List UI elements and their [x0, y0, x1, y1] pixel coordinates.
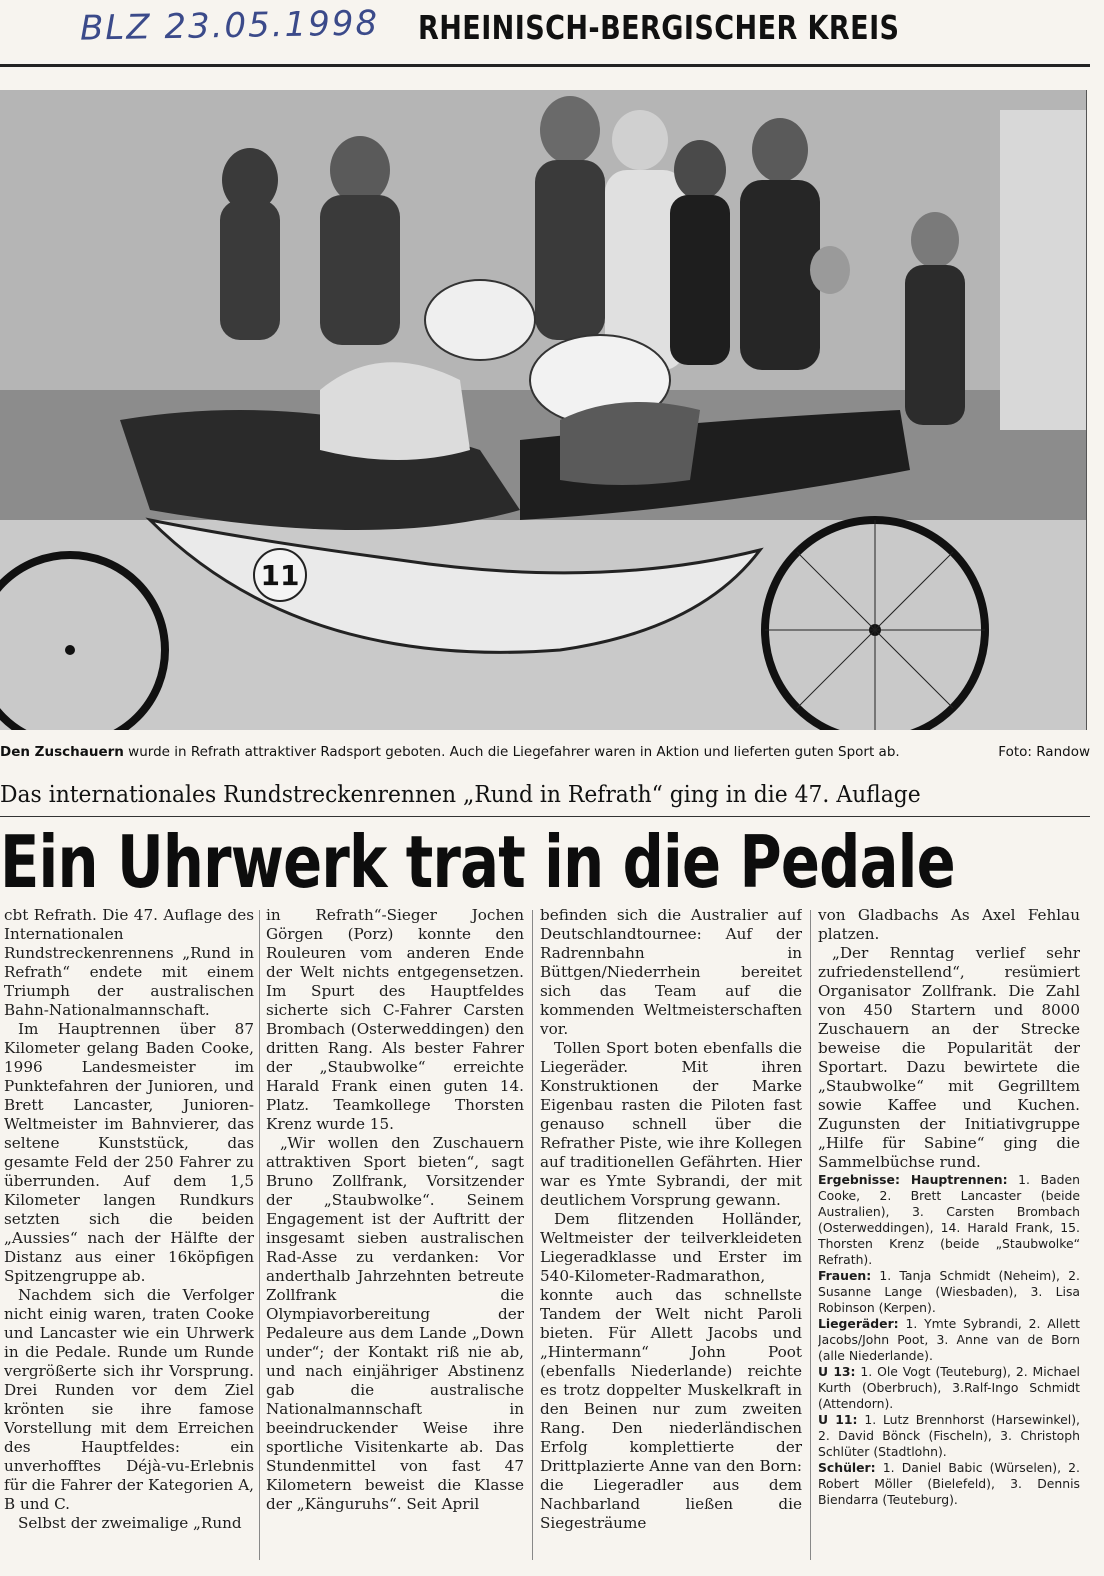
column-divider	[259, 910, 260, 1560]
paragraph: in Refrath“-Sieger Jochen Görgen (Porz) konnte den Rouleuren vom anderen Ende der Welt nichts entgegensetzen. Im Spurt des Hauptfeldes sicherte sich C-Fahrer Carsten Brombach (Osterweddingen) den dritten Rang. Als bester Fahrer der „Staubwolke“ erreichte Harald Frank einen guten 14. Platz. Teamkollege Thorsten Krenz wurde 15.	[266, 906, 524, 1133]
handwritten-date-note: BLZ 23.05.1998	[79, 3, 380, 49]
results-label: U 11:	[818, 1412, 858, 1427]
paragraph: Im Hauptrennen über 87 Kilometer gelang Baden Cooke, 1996 Landesmeister im Punktefahren der Junioren, und Brett Lancaster, Junioren-Weltmeister im Bahnvierer, das seltene Kunststück, das gesamte Feld der 250 Fahrer zu überrunden. Auf dem 1,5 Kilometer langen Rundkurs setzten sich die beiden „Aussies“ nach der Hälfte der Distanz aus einer 16köpfigen Spitzengruppe ab.	[4, 1020, 254, 1285]
section-heading: RHEINISCH-BERGISCHER KREIS	[418, 8, 900, 47]
paragraph: cbt Refrath. Die 47. Auflage des Internationalen Rundstreckenrennens „Rund in Refrath“ endete mit einem Triumph der australischen Bahn-Nationalmannschaft.	[4, 906, 254, 1019]
caption-text: wurde in Refrath attraktiver Radsport geboten. Auch die Liegefahrer waren in Aktion und lieferten guten Sport ab.	[123, 744, 900, 760]
article-headline: Ein Uhrwerk trat in die Pedale	[0, 820, 955, 904]
paragraph: „Wir wollen den Zuschauern attraktiven Sport bieten“, sagt Bruno Zollfrank, Vorsitzender der „Staubwolke“. Seinem Engagement ist der Auftritt der insgesamt sieben australischen Rad-Asse zu verdanken: Vor anderthalb Jahrzehnten betreute Zollfrank die Olympiavorbereitung der Pedaleure aus dem Lande „Down under“; der Kontakt riß nie ab, und nach einjähriger Abstinenz gab die australische Nationalmannschaft in beeindruckender Weise ihre sportliche Visitenkarte ab. Das Stundenmittel von fast 47 Kilometern beweist die Klasse der „Känguruhs“. Seit April	[266, 1134, 524, 1513]
results-label: Ergebnisse: Hauptrennen:	[818, 1172, 1008, 1187]
results-label: U 13:	[818, 1364, 856, 1379]
results-entry	[818, 1316, 1080, 1364]
article-column-4	[818, 906, 1080, 1566]
article-column-1	[4, 906, 254, 1566]
results-text: 1. Baden Cooke, 2. Brett Lancaster (beide Australien), 3. Carsten Brombach (Osterweddingen), 14. Harald Frank, 15. Thorsten Krenz (beide „Staubwolke“ Refrath).	[818, 1172, 1080, 1267]
results-text: 1. Ymte Sybrandi, 2. Allett Jacobs/John Poot, 3. Anne van de Born (alle Niederlande).	[818, 1316, 1080, 1363]
results-entry	[818, 1412, 1080, 1460]
article-kicker: Das internationales Rundstreckenrennen „Rund in Refrath“ ging in die 47. Auflage	[0, 782, 921, 808]
caption-lead: Den Zuschauern	[0, 744, 124, 760]
paragraph: von Gladbachs As Axel Fehlau platzen.	[818, 906, 1080, 943]
results-entry	[818, 1172, 1080, 1268]
results-entry	[818, 1268, 1080, 1316]
paragraph: befinden sich die Australier auf Deutschlandtournee: Auf der Radrennbahn in Büttgen/Niederrhein bereitet sich das Team auf die kommenden Weltmeisterschaften vor.	[540, 906, 802, 1038]
results-text: 1. Tanja Schmidt (Neheim), 2. Susanne Lange (Wiesbaden), 3. Lisa Robinson (Kerpen).	[818, 1268, 1080, 1315]
results-entry	[818, 1364, 1080, 1412]
article-column-2	[266, 906, 524, 1566]
header-rule	[0, 64, 1090, 67]
results-entry	[818, 1460, 1080, 1508]
article-column-3	[540, 906, 802, 1566]
results-text: 1. Lutz Brennhorst (Harsewinkel), 2. David Bönck (Fischeln), 3. Christoph Schlüter (Stadtlohn).	[818, 1412, 1080, 1459]
results-text: 1. Daniel Babic (Würselen), 2. Robert Möller (Bielefeld), 3. Dennis Biendarra (Teuteburg).	[818, 1460, 1080, 1507]
photo-credit: Foto: Randow	[998, 744, 1090, 760]
paragraph: Dem flitzenden Holländer, Weltmeister der teilverkleideten Liegeradklasse und Erster im 540-Kilometer-Radmarathon, konnte auch das schnellste Tandem der Welt nicht Paroli bieten. Für Allett Jacobs und „Hintermann“ John Poot (ebenfalls Niederlande) reichte es trotz doppelter Muskelkraft in den Beinen nur zum zweiten Rang. Den niederländischen Erfolg komplettierte der Drittplazierte Anne van den Born: die Liegeradler aus dem Nachbarland ließen die Siegesträume	[540, 1210, 802, 1532]
column-divider	[532, 910, 533, 1560]
results-label: Schüler:	[818, 1460, 876, 1475]
photo-caption	[0, 744, 1090, 760]
paragraph: Tollen Sport boten ebenfalls die Liegeräder. Mit ihren Konstruktionen der Marke Eigenbau rasten die Piloten fast genauso schnell über die Refrather Piste, wie ihre Kollegen auf traditionellen Gefährten. Hier war es Ymte Sybrandi, der mit deutlichem Vorsprung gewann.	[540, 1039, 802, 1209]
results-text: 1. Ole Vogt (Teuteburg), 2. Michael Kurth (Oberbruch), 3.Ralf-Ingo Schmidt (Attendorn).	[818, 1364, 1080, 1411]
race-number: 11	[260, 559, 300, 592]
kicker-rule	[0, 816, 1090, 817]
column-divider	[810, 910, 811, 1560]
race-photo	[0, 90, 1087, 730]
recumbent-bike-illustration	[0, 90, 1086, 730]
results-label: Frauen:	[818, 1268, 872, 1283]
paragraph: Selbst der zweimalige „Rund	[18, 1514, 242, 1532]
results-label: Liegeräder:	[818, 1316, 899, 1331]
paragraph: Nachdem sich die Verfolger nicht einig waren, traten Cooke und Lancaster wie ein Uhrwerk in die Pedale. Runde um Runde vergrößerte sich ihr Vorsprung. Drei Runden vor dem Ziel krönten sie ihre famose Vorstellung mit dem Erreichen des Hauptfeldes: ein unverhofftes Déjà-vu-Erlebnis für die Fahrer der Kategorien A, B und C.	[4, 1286, 254, 1513]
paragraph: „Der Renntag verlief sehr zufriedenstellend“, resümiert Organisator Zollfrank. Die Zahl von 450 Startern und 8000 Zuschauern an der Strecke beweise die Popularität der Sportart. Dazu bewirtete die „Staubwolke“ mit Gegrilltem sowie Kaffee und Kuchen. Zugunsten der Initiativgruppe „Hilfe für Sabine“ ging die Sammelbüchse rund.	[818, 944, 1080, 1171]
